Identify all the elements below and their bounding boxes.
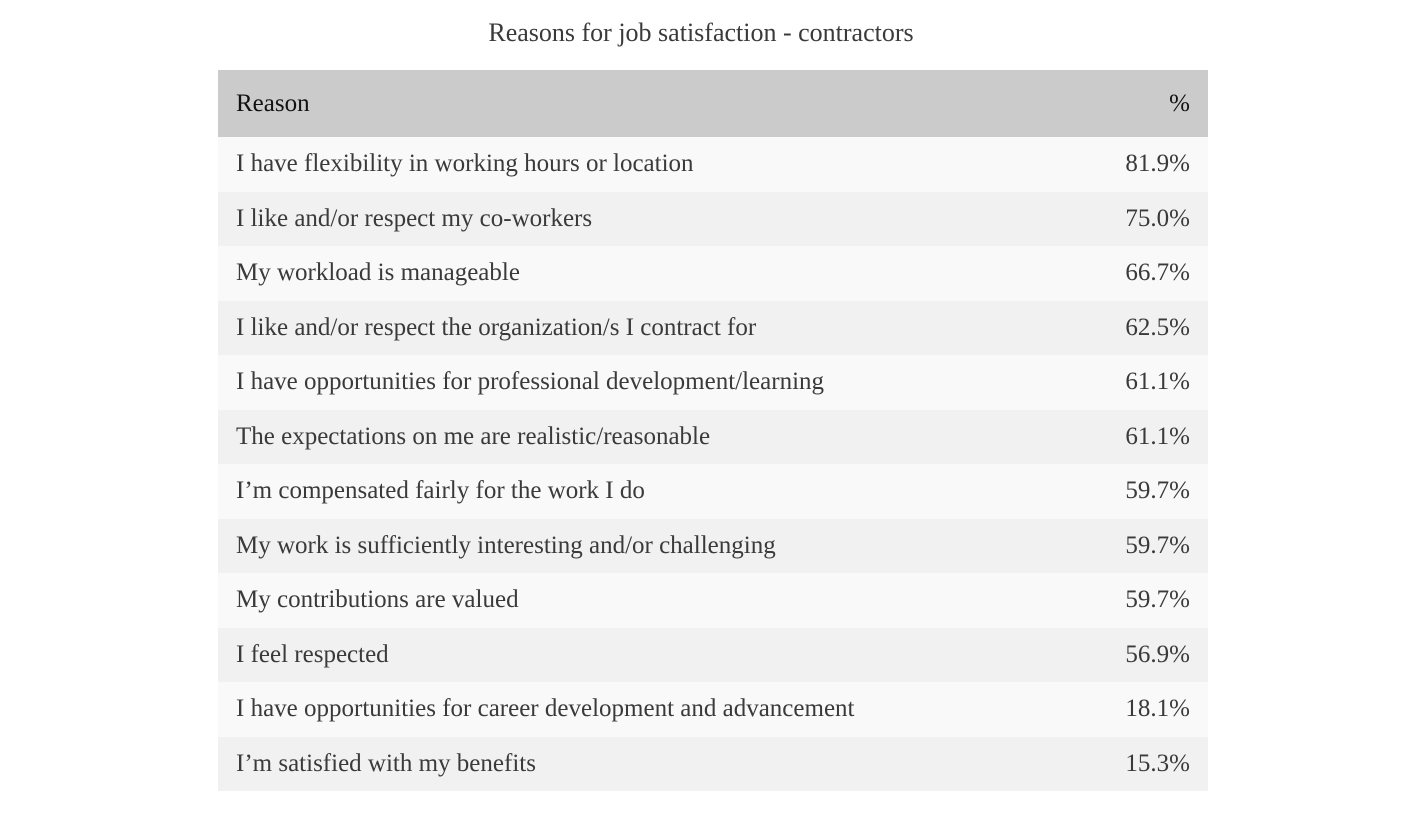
row-reason: I have opportunities for professional development/learning xyxy=(236,368,825,396)
row-value: 56.9% xyxy=(1125,640,1190,668)
row-reason: I like and/or respect the organization/s I contract for xyxy=(236,313,757,341)
table-row xyxy=(218,137,1208,192)
table-row xyxy=(218,410,1208,465)
row-value: 81.9% xyxy=(1125,150,1190,178)
table-row xyxy=(218,519,1208,574)
row-value: 15.3% xyxy=(1125,749,1190,777)
row-reason: The expectations on me are realistic/reasonable xyxy=(236,422,711,450)
row-reason: My workload is manageable xyxy=(236,259,520,287)
table-header xyxy=(218,70,1208,137)
row-reason: I’m compensated fairly for the work I do xyxy=(236,477,645,505)
table-row xyxy=(218,573,1208,628)
column-header-reason: Reason xyxy=(236,89,310,117)
row-value: 66.7% xyxy=(1125,259,1190,287)
table-row xyxy=(218,301,1208,356)
table-row xyxy=(218,355,1208,410)
row-value: 59.7% xyxy=(1125,477,1190,505)
column-header-percent: % xyxy=(1169,89,1190,117)
row-value: 18.1% xyxy=(1125,695,1190,723)
row-value: 61.1% xyxy=(1125,422,1190,450)
row-value: 61.1% xyxy=(1125,368,1190,396)
row-reason: I have flexibility in working hours or location xyxy=(236,150,694,178)
row-reason: I’m satisfied with my benefits xyxy=(236,749,536,777)
table-row xyxy=(218,737,1208,792)
chart-title: Reasons for job satisfaction - contractors xyxy=(488,18,914,47)
row-value: 59.7% xyxy=(1125,531,1190,559)
row-reason: I have opportunities for career development and advancement xyxy=(236,695,855,723)
row-reason: I like and/or respect my co-workers xyxy=(236,204,593,232)
row-reason: My contributions are valued xyxy=(236,586,519,614)
table-row xyxy=(218,192,1208,247)
table-row xyxy=(218,464,1208,519)
row-reason: I feel respected xyxy=(236,640,389,668)
row-value: 59.7% xyxy=(1125,586,1190,614)
row-value: 75.0% xyxy=(1125,204,1190,232)
table-row xyxy=(218,682,1208,737)
table-row xyxy=(218,628,1208,683)
row-reason: My work is sufficiently interesting and/or challenging xyxy=(236,531,776,559)
table-row xyxy=(218,246,1208,301)
table-body xyxy=(218,137,1208,791)
data-table xyxy=(218,70,1208,791)
row-value: 62.5% xyxy=(1125,313,1190,341)
